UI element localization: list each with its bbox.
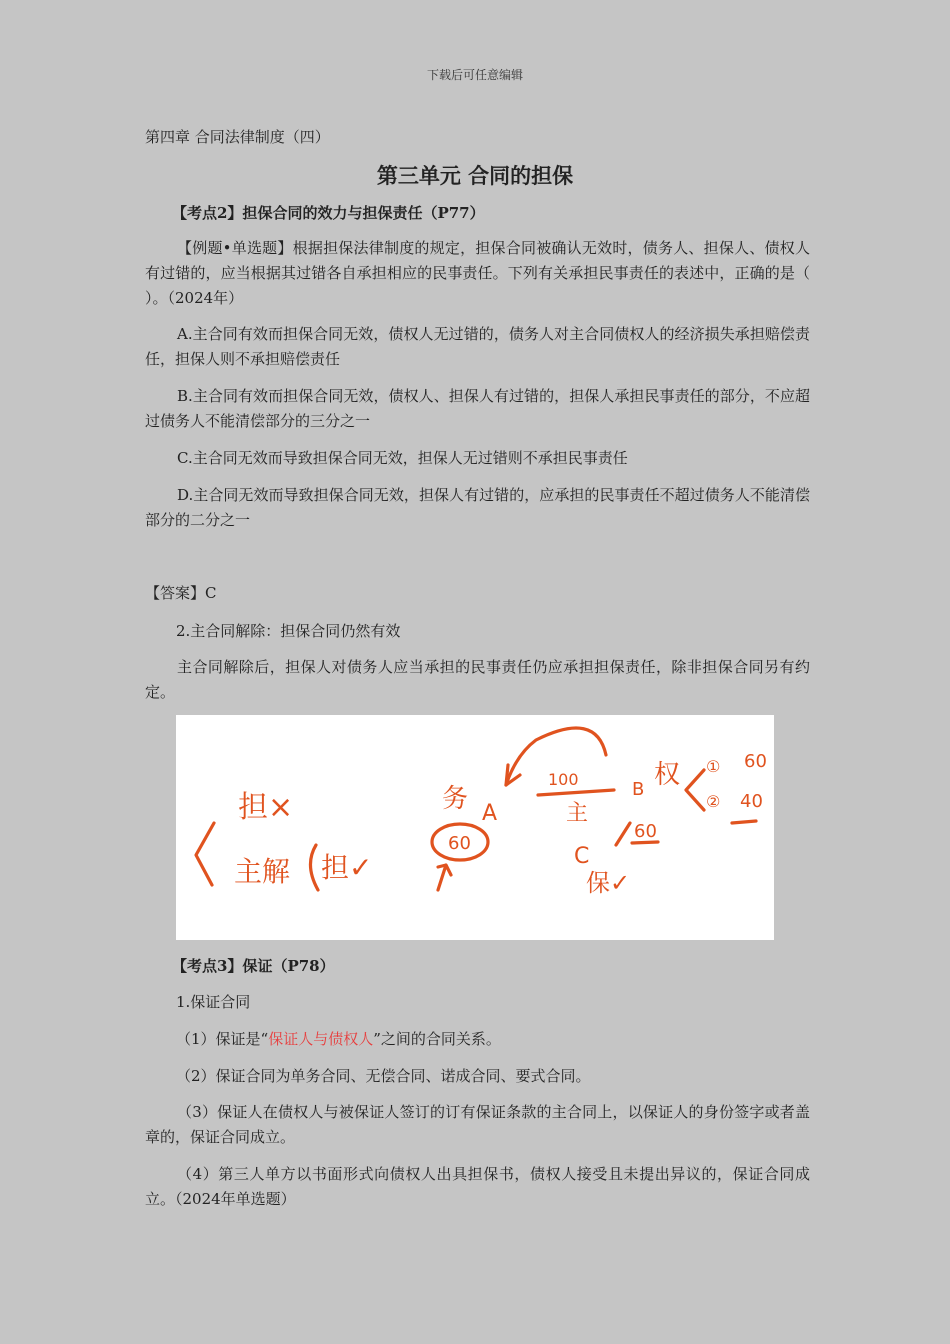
slash — [616, 823, 630, 845]
sketch-wu: 务 — [442, 784, 469, 814]
sketch-dan-check: 担✓ — [321, 851, 373, 884]
item-1 — [176, 1028, 501, 1049]
fraction-line — [538, 790, 614, 795]
sketch-zhu-jie: 主解 — [234, 855, 291, 888]
sketch-drawing — [176, 715, 774, 940]
handwritten-sketch — [176, 715, 774, 940]
section-1-heading: 1.保证合同 — [176, 993, 251, 1011]
page-header: 下载后可任意编辑 — [426, 68, 523, 82]
sketch-c2v: 40 — [740, 791, 763, 812]
option-a: A.主合同有效而担保合同无效，债权人无过错的，债务人对主合同债权人的经济损失承担赔偿责任，担保人则不承担赔偿责任 — [145, 325, 810, 368]
sketch-b: B — [632, 779, 645, 800]
sketch-sixty-circled: 60 — [448, 833, 471, 854]
item-2: （2）保证合同为单务合同、无偿合同、诺成合同、要式合同。 — [176, 1067, 591, 1085]
sketch-c1v: 60 — [744, 751, 767, 772]
sketch-zhu: 主 — [566, 801, 589, 826]
question-stem: 【例题•单选题】根据担保法律制度的规定，担保合同被确认无效时，债务人、担保人、债权人有过错的，应当根据其过错各自承担相应的民事责任。下列有关承担民事责任的表述中，正确的是（ ）。（2024年） — [145, 239, 810, 307]
option-d: D.主合同无效而导致担保合同无效，担保人有过错的，应承担的民事责任不超过债务人不能清偿部分的二分之一 — [145, 486, 810, 529]
point-2-heading: 2.主合同解除：担保合同仍然有效 — [176, 622, 401, 640]
paren-open — [310, 845, 318, 890]
item-1-prefix: （1）保证是“ — [176, 1030, 269, 1048]
option-c: C.主合同无效而导致担保合同无效，担保人无过错则不承担民事责任 — [177, 449, 628, 467]
sketch-c: C — [574, 844, 590, 869]
bracket-left — [196, 823, 214, 885]
underline — [732, 821, 756, 823]
underline-60 — [632, 842, 658, 843]
sketch-a: A — [482, 801, 498, 826]
sketch-dan-x: 担× — [238, 790, 294, 825]
up-arrow — [438, 865, 451, 890]
chapter-title: 第四章 合同法律制度（四） — [145, 128, 330, 146]
kaodian-3-heading: 【考点3】保证（P78） — [172, 957, 335, 975]
item-3: （3）保证人在债权人与被保证人签订的订有保证条款的主合同上，以保证人的身份签字或者盖章的，保证合同成立。 — [145, 1103, 810, 1146]
item-1-highlight: 保证人与债权人 — [268, 1030, 374, 1048]
answer: 【答案】C — [145, 584, 217, 602]
section-title: 第三单元 合同的担保 — [376, 164, 574, 188]
sketch-bao: 保✓ — [586, 869, 631, 897]
kaodian-2-heading: 【考点2】担保合同的效力与担保责任（P77） — [172, 204, 485, 222]
sketch-sixty-2: 60 — [634, 821, 657, 842]
item-1-suffix: ”之间的合同关系。 — [373, 1030, 501, 1048]
item-4: （4）第三人单方以书面形式向债权人出具担保书，债权人接受且未提出异议的，保证合同成立。（2024年单选题） — [145, 1165, 810, 1208]
option-b: B.主合同有效而担保合同无效，债权人、担保人有过错的，担保人承担民事责任的部分，不应超过债务人不能清偿部分的三分之一 — [145, 387, 810, 430]
sketch-c2: ② — [706, 792, 721, 811]
bracket-right — [686, 770, 704, 810]
sketch-quan: 权 — [654, 760, 681, 790]
point-2-text: 主合同解除后，担保人对债务人应当承担的民事责任仍应承担担保责任，除非担保合同另有约定。 — [145, 658, 810, 701]
sketch-c1: ① — [706, 757, 721, 776]
sketch-hundred: 100 — [548, 770, 579, 789]
